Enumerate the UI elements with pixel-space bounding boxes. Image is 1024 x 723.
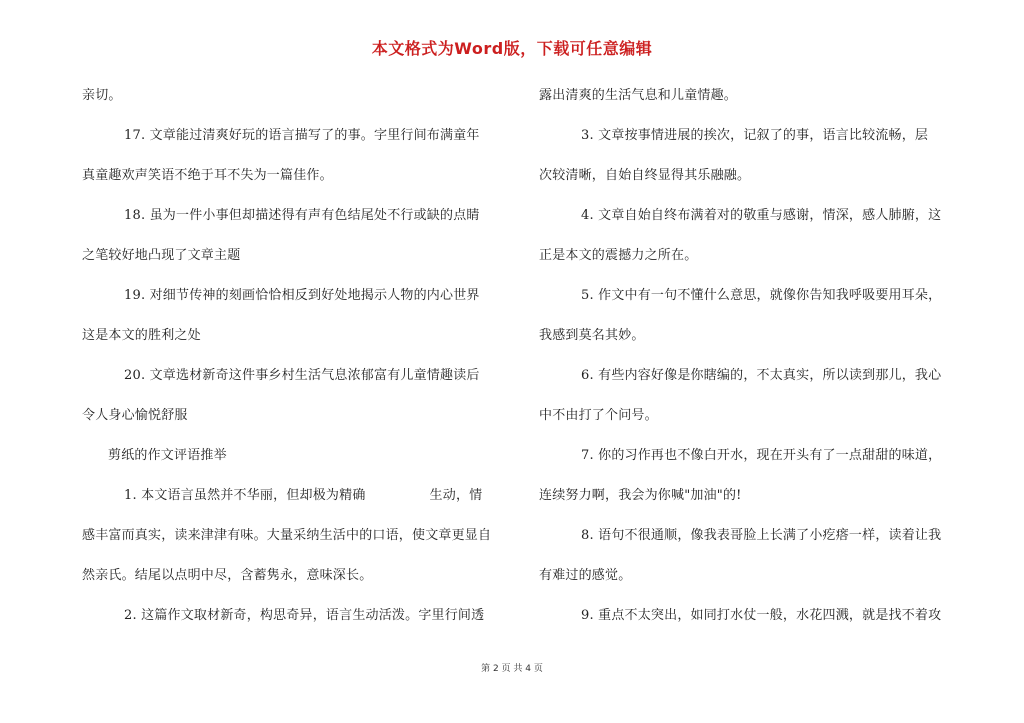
text-line: 亲切。 bbox=[82, 88, 122, 103]
text-line: 真童趣欢声笑语不绝于耳不失为一篇佳作。 bbox=[82, 168, 333, 183]
comment-item-2: 2. 这篇作文取材新奇，构思奇异，语言生动活泼。字里行间透 bbox=[124, 608, 485, 623]
text-line: 之笔较好地凸现了文章主题 bbox=[82, 248, 241, 263]
text-line: 中不由打了个问号。 bbox=[539, 408, 658, 423]
section-heading: 剪纸的作文评语推举 bbox=[108, 448, 227, 463]
comment-item-1-tail: 生动，情 bbox=[429, 488, 483, 503]
comment-item-18: 18. 虽为一件小事但却描述得有声有色结尾处不行或缺的点睛 bbox=[124, 208, 480, 223]
comment-item-7: 7. 你的习作再也不像白开水，现在开头有了一点甜甜的味道， bbox=[581, 448, 942, 463]
comment-item-9: 9. 重点不太突出，如同打水仗一般，水花四溅，就是找不着攻 bbox=[581, 608, 942, 623]
text-line: 连续努力啊，我会为你喊"加油"的! bbox=[539, 488, 742, 503]
comment-item-1-text: 1. 本文语言虽然并不华丽，但却极为精确 bbox=[124, 488, 366, 503]
text-line: 正是本文的震撼力之所在。 bbox=[539, 248, 698, 263]
page-number-footer: 第 2 页 共 4 页 bbox=[481, 664, 543, 674]
text-line: 然亲氏。结尾以点明中尽，含蓄隽永，意味深长。 bbox=[82, 568, 373, 583]
text-line: 有难过的感觉。 bbox=[539, 568, 632, 583]
comment-item-6: 6. 有些内容好像是你瞎编的，不太真实，所以读到那儿，我心 bbox=[581, 368, 942, 383]
text-line: 次较清晰，自始自终显得其乐融融。 bbox=[539, 168, 751, 183]
comment-item-17: 17. 文章能过清爽好玩的语言描写了的事。字里行间布满童年 bbox=[124, 128, 480, 143]
comment-item-5: 5. 作文中有一句不懂什么意思，就像你告知我呼吸要用耳朵， bbox=[581, 288, 942, 303]
comment-item-3: 3. 文章按事情进展的挨次，记叙了的事，语言比较流畅，层 bbox=[581, 128, 929, 143]
right-text-column bbox=[539, 80, 959, 640]
text-line: 感丰富而真实，读来津津有味。大量采纳生活中的口语，使文章更显自 bbox=[82, 528, 492, 543]
document-header-banner: 本文格式为Word版，下载可任意编辑 bbox=[371, 39, 653, 58]
comment-item-4: 4. 文章自始自终布满着对的敬重与感谢，情深，感人肺腑，这 bbox=[581, 208, 942, 223]
comment-item-19: 19. 对细节传神的刻画恰恰相反到好处地揭示人物的内心世界 bbox=[124, 288, 480, 303]
comment-item-20: 20. 文章选材新奇这件事乡村生活气息浓郁富有儿童情趣读后 bbox=[124, 368, 480, 383]
comment-item-1 bbox=[82, 480, 502, 520]
text-line: 这是本文的胜利之处 bbox=[82, 328, 201, 343]
text-line: 露出清爽的生活气息和儿童情趣。 bbox=[539, 88, 738, 103]
left-text-column bbox=[82, 80, 502, 640]
comment-item-8: 8. 语句不很通顺，像我表哥脸上长满了小疙瘩一样，读着让我 bbox=[581, 528, 942, 543]
text-line: 令人身心愉悦舒服 bbox=[82, 408, 188, 423]
text-line: 我感到莫名其妙。 bbox=[539, 328, 645, 343]
